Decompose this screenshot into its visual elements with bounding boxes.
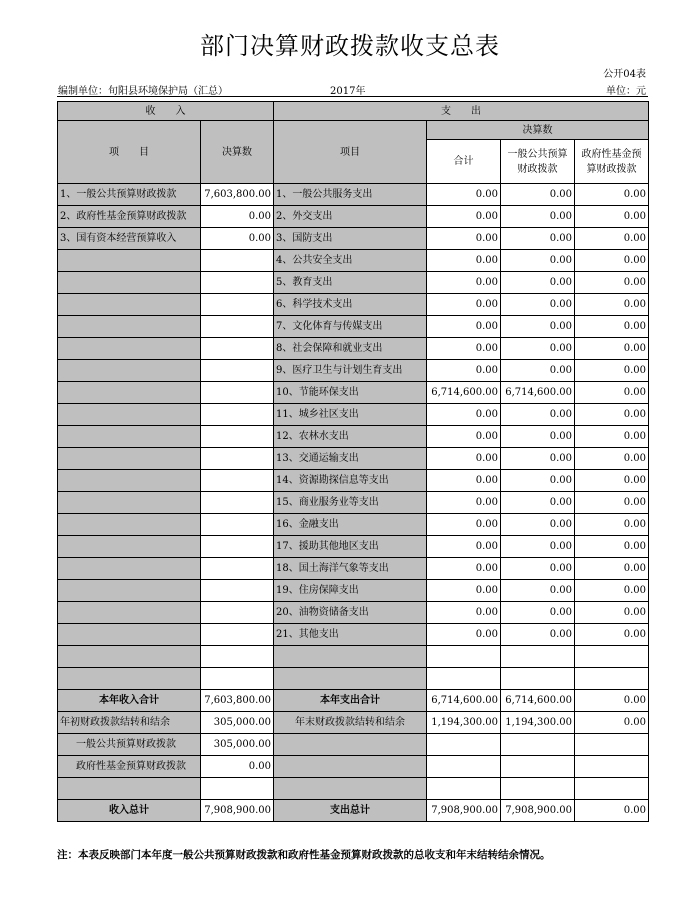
expense-total-cell: 0.00: [427, 184, 501, 206]
income-value: [201, 536, 274, 558]
expense-item: 7、文化体育与传媒支出: [274, 316, 427, 338]
expense-general-cell: 0.00: [501, 602, 575, 624]
expense-total-cell: 6,714,600.00: [427, 382, 501, 404]
income-value: [201, 404, 274, 426]
expense-total-cell: 0.00: [427, 580, 501, 602]
empty-cell: [427, 778, 501, 800]
expense-item: 2、外交支出: [274, 206, 427, 228]
grand-income-label: 收入总计: [58, 800, 201, 822]
carry-in-general-label: 一般公共预算财政拨款: [58, 734, 201, 756]
expense-total-cell: 0.00: [427, 228, 501, 250]
page-title: 部门决算财政拨款收支总表: [200, 32, 500, 60]
empty-cell: [427, 756, 501, 778]
income-value: [201, 272, 274, 294]
carry-in-general-value: 305,000.00: [201, 734, 274, 756]
table-row: [58, 646, 649, 668]
income-header: 收 入: [58, 102, 274, 121]
income-item: [58, 624, 201, 646]
income-item: [58, 514, 201, 536]
income-value: 0.00: [201, 228, 274, 250]
compiling-unit: 编制单位：旬阳县环境保护局（汇总）: [58, 86, 228, 97]
expense-general-cell: 0.00: [501, 360, 575, 382]
income-item: [58, 492, 201, 514]
form-code: 公开04表: [603, 69, 646, 80]
table-row: [58, 536, 649, 558]
expense-general-cell: 0.00: [501, 492, 575, 514]
expense-item: 16、金融支出: [274, 514, 427, 536]
empty-cell: [575, 734, 649, 756]
income-value: 7,603,800.00: [201, 184, 274, 206]
income-item: [58, 558, 201, 580]
expense-general-cell: 0.00: [501, 448, 575, 470]
expense-total-cell: 0.00: [427, 602, 501, 624]
expense-fund-cell: [575, 646, 649, 668]
expense-fund-cell: 0.00: [575, 448, 649, 470]
expense-total-cell: 0.00: [427, 448, 501, 470]
table-row: [58, 272, 649, 294]
expense-item: 11、城乡社区支出: [274, 404, 427, 426]
expense-general-cell: [501, 668, 575, 690]
table-row: [58, 184, 649, 206]
table-row: [58, 448, 649, 470]
expense-item: 19、住房保障支出: [274, 580, 427, 602]
table-row: [58, 426, 649, 448]
income-item: [58, 580, 201, 602]
expense-fund-cell: 0.00: [575, 470, 649, 492]
income-item: [58, 250, 201, 272]
expense-fund-cell: 0.00: [575, 492, 649, 514]
expense-item: 14、资源勘探信息等支出: [274, 470, 427, 492]
table-row: [58, 470, 649, 492]
expense-total-cell: 0.00: [427, 294, 501, 316]
footnote: 注：本表反映部门本年度一般公共预算财政拨款和政府性基金预算财政拨款的总收支和年末结转结余情况。: [57, 849, 551, 861]
empty-cell: [575, 756, 649, 778]
expense-general-cell: 0.00: [501, 426, 575, 448]
income-item: [58, 272, 201, 294]
expense-total-fund: 0.00: [575, 690, 649, 712]
income-item: [58, 668, 201, 690]
income-item: 2、政府性基金预算财政拨款: [58, 206, 201, 228]
expense-total-cell: [427, 668, 501, 690]
header-rule: [57, 96, 648, 97]
empty-cell: [501, 778, 575, 800]
income-item: [58, 360, 201, 382]
expense-total-cell: 0.00: [427, 316, 501, 338]
general-budget-column-header: 一般公共预算财政拨款: [501, 140, 575, 184]
expense-item: 3、国防支出: [274, 228, 427, 250]
expense-item: 21、其他支出: [274, 624, 427, 646]
expense-fund-cell: 0.00: [575, 228, 649, 250]
empty-cell: [501, 756, 575, 778]
expense-item: [274, 668, 427, 690]
expense-total-label: 本年支出合计: [274, 690, 427, 712]
expense-fund-cell: 0.00: [575, 360, 649, 382]
expense-fund-cell: 0.00: [575, 580, 649, 602]
table-row: [58, 382, 649, 404]
table-row: [58, 624, 649, 646]
expense-total-cell: 0.00: [427, 360, 501, 382]
expense-general-cell: 0.00: [501, 250, 575, 272]
expense-fund-cell: 0.00: [575, 272, 649, 294]
expense-total-cell: 0.00: [427, 404, 501, 426]
expense-total-cell: [427, 646, 501, 668]
total-column-header: 合计: [427, 140, 501, 184]
expense-fund-cell: 0.00: [575, 294, 649, 316]
expense-total-cell: 0.00: [427, 206, 501, 228]
carry-in-fund-label: 政府性基金预算财政拨款: [58, 756, 201, 778]
gov-fund-column-header: 政府性基金预算财政拨款: [575, 140, 649, 184]
income-value: [201, 602, 274, 624]
expense-fund-cell: 0.00: [575, 404, 649, 426]
carry-in-value: 305,000.00: [201, 712, 274, 734]
income-value: [201, 646, 274, 668]
expense-general-cell: 0.00: [501, 536, 575, 558]
expense-total-cell: 0.00: [427, 470, 501, 492]
expense-fund-cell: [575, 668, 649, 690]
grand-expense-label: 支出总计: [274, 800, 427, 822]
income-item: [58, 646, 201, 668]
item-column-header: 项 目: [58, 121, 201, 184]
carry-in-label: 年初财政拨款结转和结余: [58, 712, 201, 734]
expense-fund-cell: 0.00: [575, 514, 649, 536]
expense-general-cell: 0.00: [501, 272, 575, 294]
empty-cell: [58, 778, 201, 800]
income-value: [201, 382, 274, 404]
grand-income-value: 7,908,900.00: [201, 800, 274, 822]
income-value: [201, 338, 274, 360]
income-value: [201, 360, 274, 382]
income-value: [201, 426, 274, 448]
expense-total-cell: 0.00: [427, 624, 501, 646]
table-row: [58, 228, 649, 250]
budget-table: [57, 101, 649, 822]
expense-fund-cell: 0.00: [575, 624, 649, 646]
expense-item: 12、农林水支出: [274, 426, 427, 448]
expense-total-cell: 0.00: [427, 338, 501, 360]
income-value: [201, 250, 274, 272]
table-row: [58, 206, 649, 228]
income-item: [58, 338, 201, 360]
table-row: [58, 360, 649, 382]
expense-fund-cell: 0.00: [575, 602, 649, 624]
expense-item: 15、商业服务业等支出: [274, 492, 427, 514]
expense-general-cell: 0.00: [501, 184, 575, 206]
expense-total-cell: 0.00: [427, 250, 501, 272]
income-value: [201, 668, 274, 690]
income-value: [201, 558, 274, 580]
expense-fund-cell: 0.00: [575, 184, 649, 206]
carry-in-fund-value: 0.00: [201, 756, 274, 778]
expense-item: 9、医疗卫生与计划生育支出: [274, 360, 427, 382]
empty-cell: [575, 778, 649, 800]
expense-general-cell: 0.00: [501, 514, 575, 536]
table-row: [58, 316, 649, 338]
empty-cell: [501, 734, 575, 756]
grand-expense-fund: 0.00: [575, 800, 649, 822]
income-total-value: 7,603,800.00: [201, 690, 274, 712]
carry-out-fund: 0.00: [575, 712, 649, 734]
expense-general-cell: 0.00: [501, 404, 575, 426]
grand-expense-general: 7,908,900.00: [501, 800, 575, 822]
expense-total-cell: 0.00: [427, 426, 501, 448]
empty-cell: [201, 778, 274, 800]
expense-item-column-header: 项目: [274, 121, 427, 184]
final-amount-group-header: 决算数: [427, 121, 649, 140]
expense-general-cell: 0.00: [501, 580, 575, 602]
income-item: [58, 316, 201, 338]
expense-total-cell: 0.00: [427, 272, 501, 294]
income-value: [201, 294, 274, 316]
empty-cell: [274, 756, 427, 778]
income-item: [58, 426, 201, 448]
expense-item: [274, 646, 427, 668]
expense-fund-cell: 0.00: [575, 536, 649, 558]
table-row: [58, 404, 649, 426]
expense-general-cell: 0.00: [501, 624, 575, 646]
grand-expense-sum: 7,908,900.00: [427, 800, 501, 822]
income-value: [201, 514, 274, 536]
income-value: [201, 492, 274, 514]
table-row: [58, 558, 649, 580]
carry-out-general: 1,194,300.00: [501, 712, 575, 734]
amount-column-header: 决算数: [201, 121, 274, 184]
income-item: [58, 602, 201, 624]
expense-total-general: 6,714,600.00: [501, 690, 575, 712]
expense-item: 20、油物资储备支出: [274, 602, 427, 624]
expense-general-cell: 0.00: [501, 316, 575, 338]
expense-item: 10、节能环保支出: [274, 382, 427, 404]
expense-total-sum: 6,714,600.00: [427, 690, 501, 712]
empty-cell: [274, 734, 427, 756]
expense-general-cell: 0.00: [501, 470, 575, 492]
expense-item: 17、援助其他地区支出: [274, 536, 427, 558]
income-item: [58, 448, 201, 470]
table-row: [58, 580, 649, 602]
expense-fund-cell: 0.00: [575, 382, 649, 404]
expense-fund-cell: 0.00: [575, 250, 649, 272]
expense-fund-cell: 0.00: [575, 316, 649, 338]
expense-general-cell: 0.00: [501, 206, 575, 228]
report-year: 2017年: [330, 86, 366, 97]
expense-item: 6、科学技术支出: [274, 294, 427, 316]
expense-fund-cell: 0.00: [575, 558, 649, 580]
expense-item: 1、一般公共服务支出: [274, 184, 427, 206]
income-item: [58, 470, 201, 492]
income-value: [201, 580, 274, 602]
expense-general-cell: 6,714,600.00: [501, 382, 575, 404]
currency-unit: 单位：元: [606, 86, 646, 97]
income-value: [201, 316, 274, 338]
income-item: 3、国有资本经营预算收入: [58, 228, 201, 250]
expense-item: 5、教育支出: [274, 272, 427, 294]
table-row: [58, 668, 649, 690]
table-row: [58, 492, 649, 514]
empty-cell: [274, 778, 427, 800]
expense-item: 18、国土海洋气象等支出: [274, 558, 427, 580]
income-item: [58, 404, 201, 426]
table-row: [58, 602, 649, 624]
income-value: [201, 624, 274, 646]
expense-total-cell: 0.00: [427, 536, 501, 558]
expense-fund-cell: 0.00: [575, 426, 649, 448]
table-row: [58, 338, 649, 360]
carry-out-sum: 1,194,300.00: [427, 712, 501, 734]
income-item: [58, 536, 201, 558]
empty-cell: [427, 734, 501, 756]
expense-general-cell: 0.00: [501, 294, 575, 316]
expense-fund-cell: 0.00: [575, 338, 649, 360]
expense-general-cell: 0.00: [501, 338, 575, 360]
expense-total-cell: 0.00: [427, 558, 501, 580]
income-item: [58, 382, 201, 404]
expense-general-cell: [501, 646, 575, 668]
expense-item: 13、交通运输支出: [274, 448, 427, 470]
table-row: [58, 294, 649, 316]
expense-item: 8、社会保障和就业支出: [274, 338, 427, 360]
expense-item: 4、公共安全支出: [274, 250, 427, 272]
expense-fund-cell: 0.00: [575, 206, 649, 228]
income-value: [201, 470, 274, 492]
income-item: [58, 294, 201, 316]
income-item: 1、一般公共预算财政拨款: [58, 184, 201, 206]
expense-general-cell: 0.00: [501, 558, 575, 580]
expense-total-cell: 0.00: [427, 514, 501, 536]
table-row: [58, 250, 649, 272]
expense-general-cell: 0.00: [501, 228, 575, 250]
income-total-label: 本年收入合计: [58, 690, 201, 712]
expense-total-cell: 0.00: [427, 492, 501, 514]
income-value: [201, 448, 274, 470]
expense-header: 支 出: [274, 102, 649, 121]
table-row: [58, 514, 649, 536]
income-value: 0.00: [201, 206, 274, 228]
carry-out-label: 年末财政拨款结转和结余: [274, 712, 427, 734]
